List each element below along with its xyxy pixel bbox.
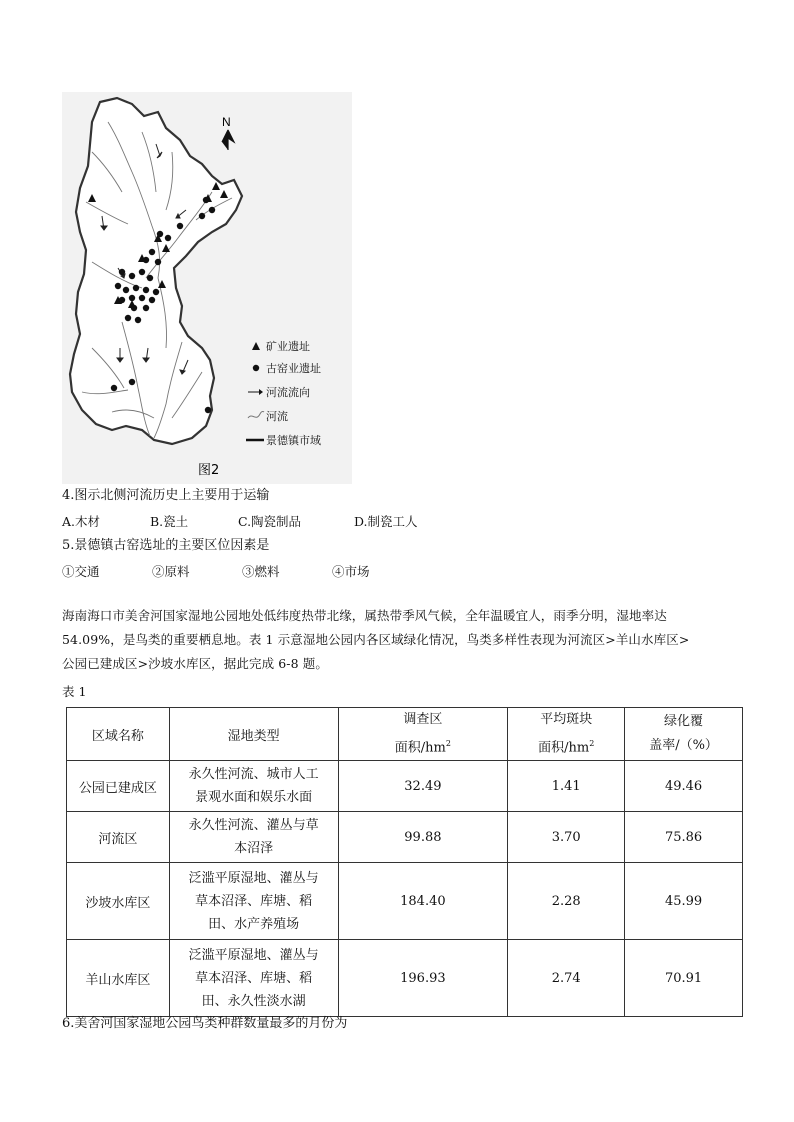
cell-area: 32.49	[338, 761, 508, 812]
cell-type: 永久性河流、城市人工 景观水面和娱乐水面	[169, 761, 338, 812]
cell-area: 184.40	[338, 863, 508, 940]
svg-text:N: N	[222, 115, 231, 129]
question-4-options	[62, 512, 418, 530]
wetland-table	[66, 707, 743, 1017]
cell-green: 75.86	[625, 812, 743, 863]
legend-mining: 矿业遗址	[266, 340, 310, 353]
header-wetland-type: 湿地类型	[169, 708, 338, 761]
figure-caption: 图2	[198, 463, 220, 478]
question-5: 5.景德镇古窑选址的主要区位因素是	[62, 538, 270, 553]
item-2: ②原料	[151, 564, 190, 579]
legend-river: 河流	[266, 410, 288, 423]
table-row	[67, 940, 743, 1017]
cell-name: 沙坡水库区	[67, 863, 170, 940]
legend-flow: 河流流向	[266, 386, 310, 399]
option-d: D.制瓷工人	[353, 514, 418, 529]
cell-green: 49.46	[625, 761, 743, 812]
table-row	[67, 812, 743, 863]
header-green-cover: 绿化覆 盖率/（%）	[625, 708, 743, 761]
question-5-items	[62, 562, 369, 580]
cell-green: 70.91	[625, 940, 743, 1017]
cell-area: 196.93	[338, 940, 508, 1017]
cell-name: 公园已建成区	[67, 761, 170, 812]
header-survey-area: 调查区 面积$/hm^2$	[338, 708, 508, 761]
map-figure	[62, 92, 352, 484]
option-b: B.瓷土	[149, 514, 189, 529]
passage	[62, 604, 740, 676]
item-1: ①交通	[62, 564, 100, 579]
item-4: ④市场	[331, 564, 370, 579]
question-6: 6.美舍河国家湿地公园鸟类种群数量最多的月份为	[62, 1016, 348, 1031]
passage-line-2: 54.09%，是鸟类的重要栖息地。表 1 示意湿地公园内各区域绿化情况，鸟类多样性表现为河流区>羊山水库区>	[62, 632, 690, 647]
legend-kiln: 古窑业遗址	[266, 362, 321, 375]
cell-patch: 1.41	[508, 761, 625, 812]
cell-type: 永久性河流、灌丛与草 本沼泽	[169, 812, 338, 863]
table-row	[67, 863, 743, 940]
cell-name: 羊山水库区	[67, 940, 170, 1017]
option-a: A.木材	[62, 514, 101, 529]
table-caption: 表 1	[62, 684, 87, 699]
cell-patch: 2.74	[508, 940, 625, 1017]
passage-line-1: 海南海口市美舍河国家湿地公园地处低纬度热带北缘，属热带季风气候，全年温暖宜人，雨季分明，湿地率达	[62, 608, 667, 623]
cell-green: 45.99	[625, 863, 743, 940]
option-c: C.陶瓷制品	[237, 514, 302, 529]
cell-area: 99.88	[338, 812, 508, 863]
item-3: ③燃料	[241, 564, 280, 579]
question-4: 4.图示北侧河流历史上主要用于运输	[62, 488, 270, 503]
cell-patch: 3.70	[508, 812, 625, 863]
legend-boundary: 景德镇市域	[266, 434, 321, 447]
table-header-row	[67, 708, 743, 761]
cell-type: 泛滥平原湿地、灌丛与 草本沼泽、库塘、稻 田、水产养殖场	[169, 863, 338, 940]
passage-line-3: 公园已建成区>沙坡水库区，据此完成 6-8 题。	[62, 656, 328, 671]
table-row	[67, 761, 743, 812]
cell-name: 河流区	[67, 812, 170, 863]
cell-patch: 2.28	[508, 863, 625, 940]
cell-type: 泛滥平原湿地、灌丛与 草本沼泽、库塘、稻 田、永久性淡水湖	[169, 940, 338, 1017]
header-region: 区域名称	[67, 708, 170, 761]
header-patch-area: 平均斑块 面积$/hm^2$	[508, 708, 625, 761]
jingdezhen-map	[62, 92, 352, 484]
